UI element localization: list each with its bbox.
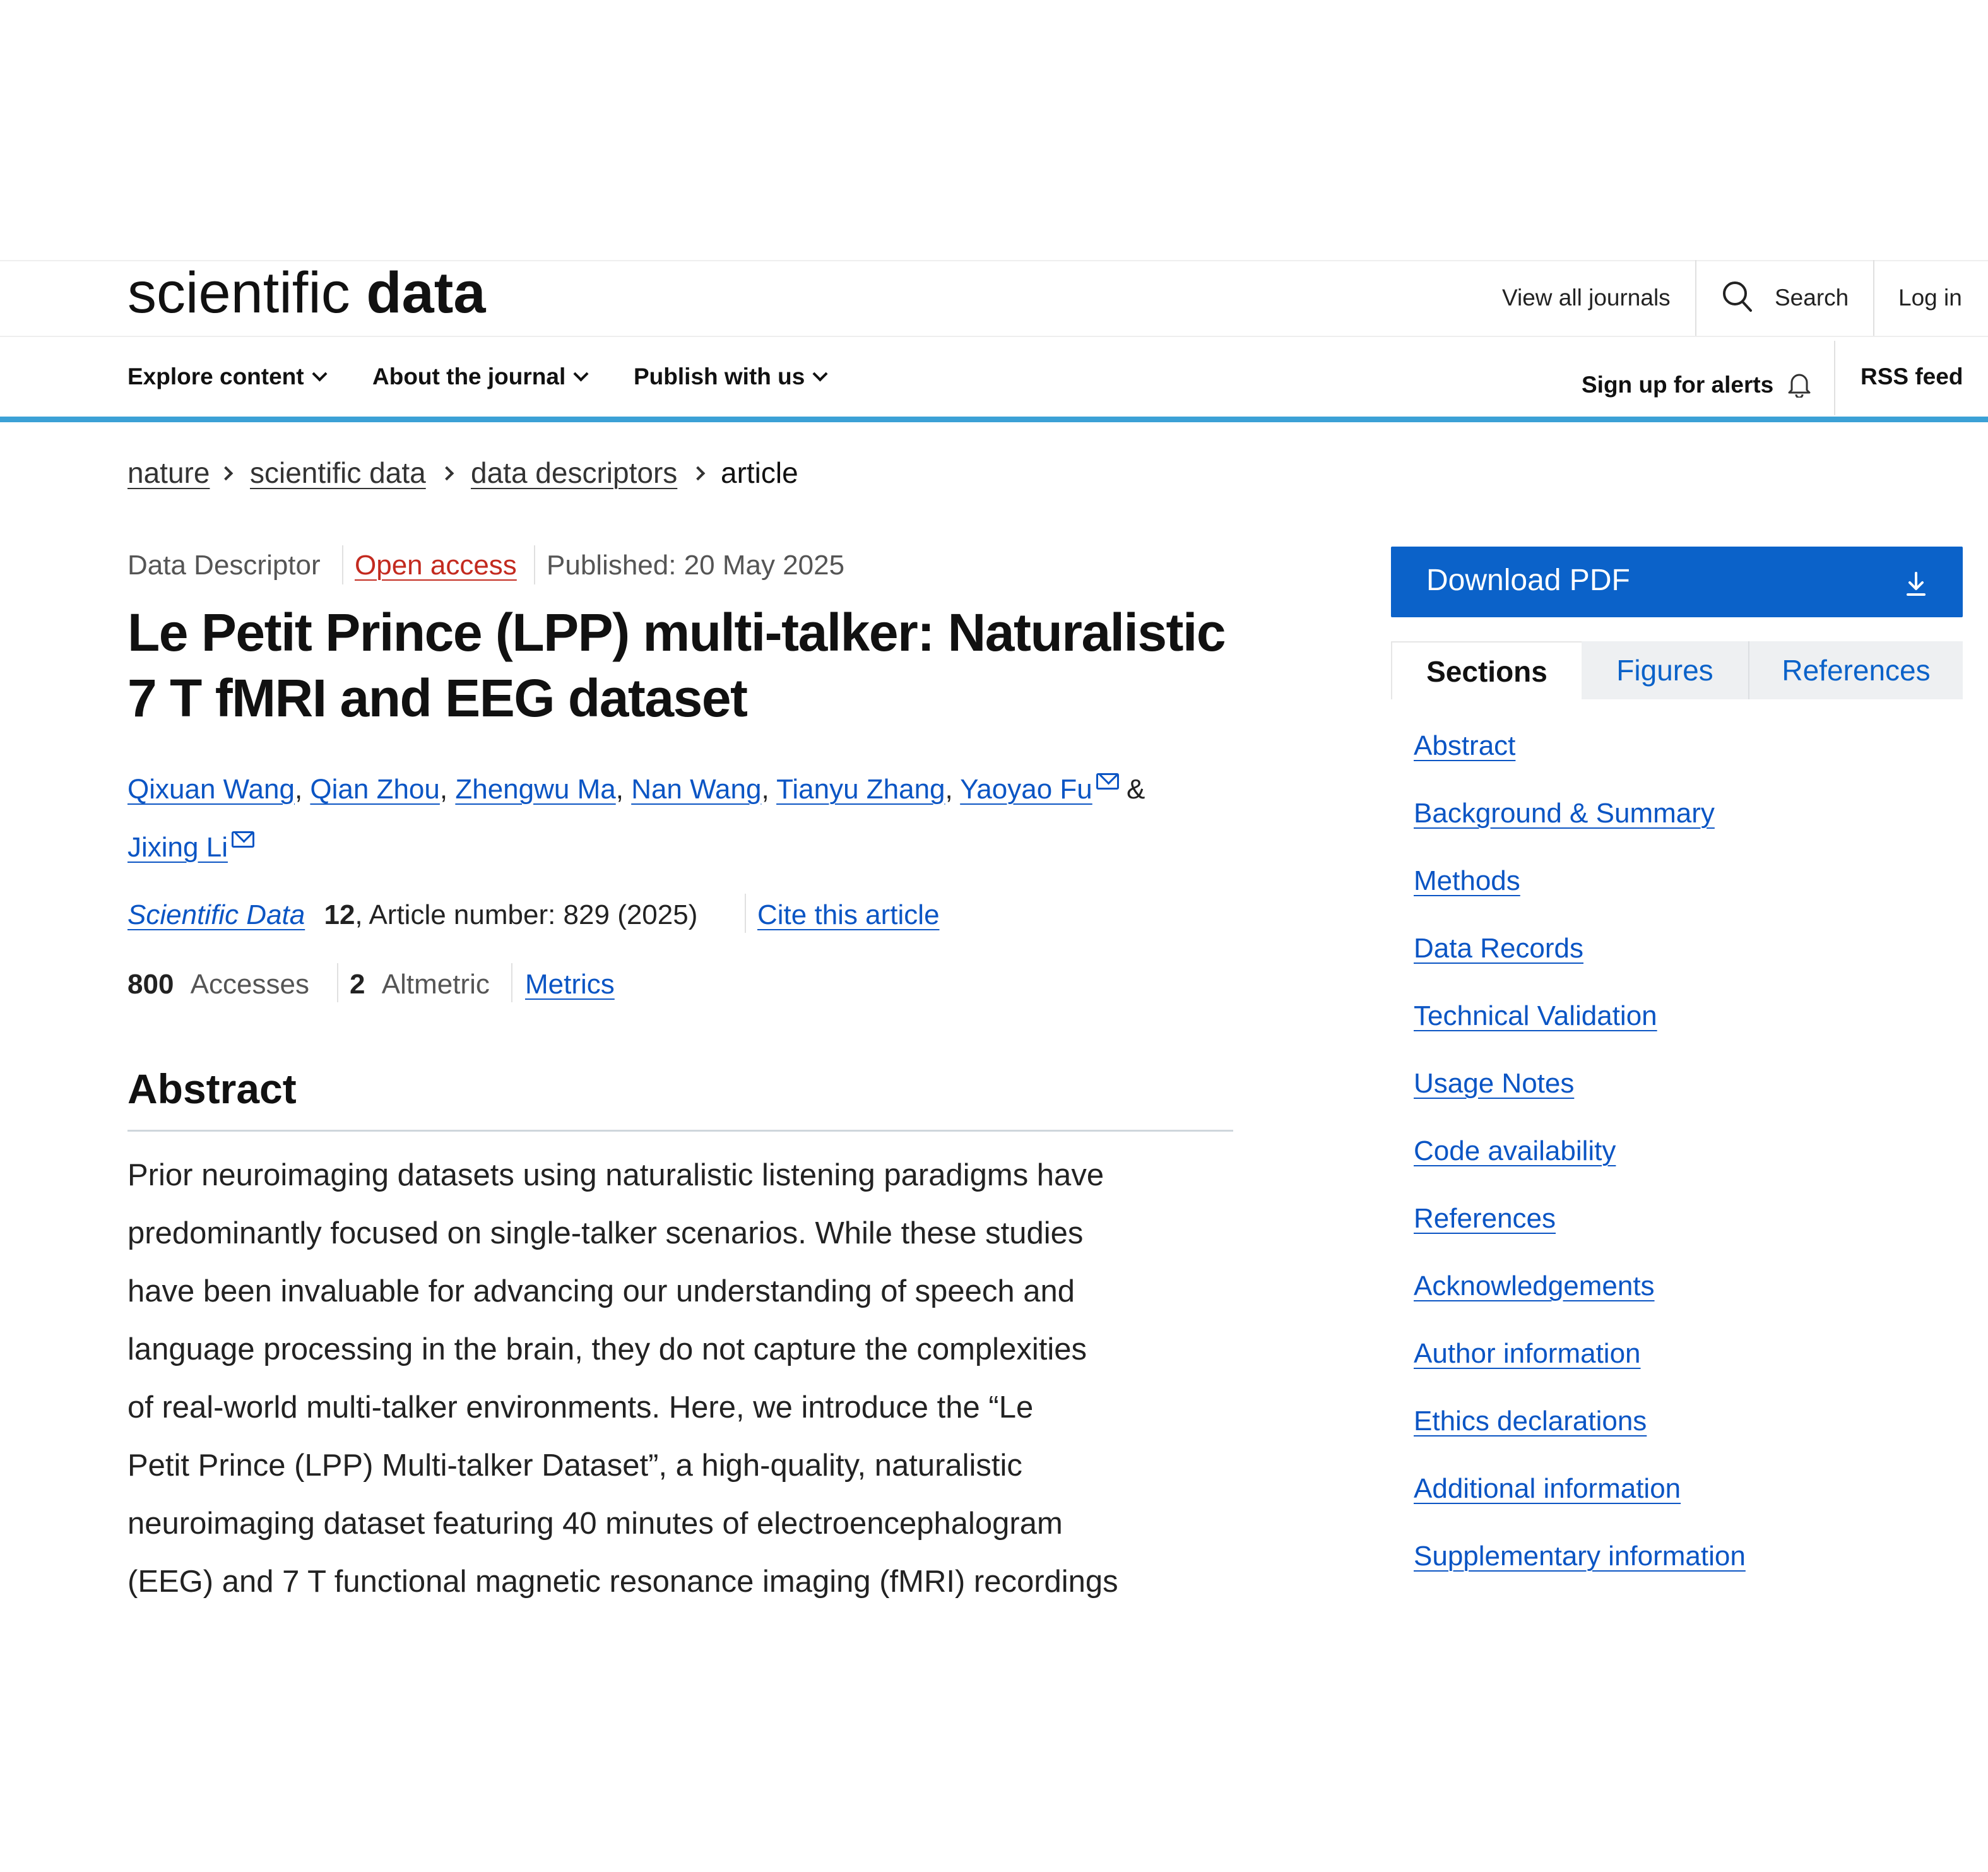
breadcrumb-chevron-icon [440,466,454,481]
search-icon [1722,280,1753,314]
section-link-data-records[interactable]: Data Records [1414,933,1584,964]
author-link[interactable]: Qian Zhou [310,774,440,805]
published-date: Published: 20 May 2025 [547,550,845,581]
nav-divider [1834,341,1835,415]
section-link-references[interactable]: References [1414,1203,1556,1234]
download-pdf-button[interactable] [1391,547,1963,617]
login-link[interactable]: Log in [1898,285,1962,311]
header-mid-rule [0,336,1988,337]
nav-publish-with-us[interactable]: Publish with us [634,365,825,388]
accesses-count: 800 [127,969,174,1000]
article-number: , Article number: 829 (2025) [355,899,698,930]
author-link[interactable]: Nan Wang [631,774,762,805]
email-icon[interactable] [1096,773,1119,790]
comma: , [439,774,448,805]
search-link[interactable]: Search [1775,285,1849,311]
breadcrumb-data-descriptors[interactable]: data descriptors [471,456,678,489]
section-link-additional-information[interactable]: Additional information [1414,1473,1681,1504]
author-list [127,761,1238,877]
tab-references[interactable]: References [1749,641,1963,699]
journal-logo[interactable]: scientific data [127,261,486,325]
accesses-label: Accesses [190,969,309,1000]
breadcrumb-nature[interactable]: nature [127,456,210,489]
comma: , [294,774,303,805]
altmetric [350,971,490,998]
section-link-author-information[interactable]: Author information [1414,1338,1641,1369]
altmetric-count: 2 [350,969,365,1000]
section-link-technical-validation[interactable]: Technical Validation [1414,1000,1657,1031]
journal-link[interactable]: Scientific Data [127,899,305,930]
meta-divider [534,545,535,584]
author-link[interactable]: Jixing Li [127,832,228,863]
chevron-down-icon [312,366,327,381]
altmetric-label: Altmetric [381,969,490,1000]
article-title: Le Petit Prince (LPP) multi-talker: Naturalistic 7 T fMRI and EEG dataset [127,603,1226,728]
abstract-line: predominantly focused on single-talker scenarios. While these studies [127,1216,1084,1250]
email-icon[interactable] [232,831,254,848]
ampersand: & [1126,774,1145,805]
tab-sections[interactable]: Sections [1391,641,1582,699]
section-link-methods[interactable]: Methods [1414,865,1520,896]
author-link[interactable]: Qixuan Wang [127,774,295,805]
abstract-line: Prior neuroimaging datasets using naturalistic listening paradigms have [127,1158,1104,1192]
abstract-line: have been invaluable for advancing our understanding of speech and [127,1274,1075,1308]
open-access-link[interactable]: Open access [355,550,517,581]
section-link-usage-notes[interactable]: Usage Notes [1414,1068,1575,1099]
nav-about-journal[interactable]: About the journal [372,365,586,388]
abstract-heading: Abstract [127,1065,297,1112]
sidebar-tabs [1391,641,1963,699]
author-link[interactable]: Zhengwu Ma [455,774,616,805]
cite-divider [745,894,746,933]
breadcrumb-chevron-icon [691,466,706,481]
chevron-down-icon [574,366,589,381]
volume: 12 [324,899,355,930]
metrics-link[interactable]: Metrics [525,969,615,1000]
view-all-journals-link[interactable]: View all journals [1502,285,1671,311]
breadcrumb-chevron-icon [219,466,234,481]
sign-up-alerts-link[interactable]: Sign up for alerts [1582,365,1812,396]
section-link-supplementary-information[interactable]: Supplementary information [1414,1541,1746,1572]
author-link[interactable]: Yaoyao Fu [960,774,1092,805]
comma: , [761,774,769,805]
download-icon [1905,571,1927,597]
abstract-line: (EEG) and 7 T functional magnetic resonance imaging (fMRI) recordings [127,1565,1118,1599]
comma: , [945,774,953,805]
chevron-down-icon [813,366,828,381]
section-link-code-availability[interactable]: Code availability [1414,1135,1616,1166]
abstract-line: Petit Prince (LPP) Multi-talker Dataset”, a high-quality, naturalistic [127,1448,1022,1483]
section-link-ethics-declarations[interactable]: Ethics declarations [1414,1406,1647,1437]
metrics-divider [511,963,512,1002]
bell-icon [1787,370,1812,398]
rss-feed-link[interactable]: RSS feed [1861,364,1963,389]
abstract-rule [127,1130,1233,1132]
abstract-body [127,1146,1238,1611]
cite-this-article-link[interactable]: Cite this article [757,899,940,930]
nav-explore-content[interactable]: Explore content [127,365,325,388]
header-divider [1873,260,1874,336]
metrics-line [127,971,309,998]
header-divider [1695,260,1696,336]
comma: , [615,774,624,805]
meta-divider [342,545,343,584]
section-link-background-summary[interactable]: Background & Summary [1414,798,1715,829]
section-link-abstract[interactable]: Abstract [1414,730,1516,761]
tab-figures[interactable]: Figures [1582,641,1748,699]
section-link-acknowledgements[interactable]: Acknowledgements [1414,1271,1655,1301]
author-link[interactable]: Tianyu Zhang [776,774,945,805]
citation-line [127,901,697,929]
abstract-line: language processing in the brain, they do not capture the complexities [127,1332,1087,1366]
abstract-line: neuroimaging dataset featuring 40 minutes of electroencephalogram [127,1507,1063,1541]
nav-accent-rule [0,417,1988,422]
article-type: Data Descriptor [127,550,321,581]
metrics-divider [337,963,338,1002]
breadcrumb-current: article [721,456,798,489]
download-pdf-label: Download PDF [1426,564,1630,597]
breadcrumb-scientific-data[interactable]: scientific data [250,456,426,489]
abstract-line: of real-world multi-talker environments. Here, we introduce the “Le [127,1390,1034,1425]
search-button[interactable] [1722,280,1753,314]
